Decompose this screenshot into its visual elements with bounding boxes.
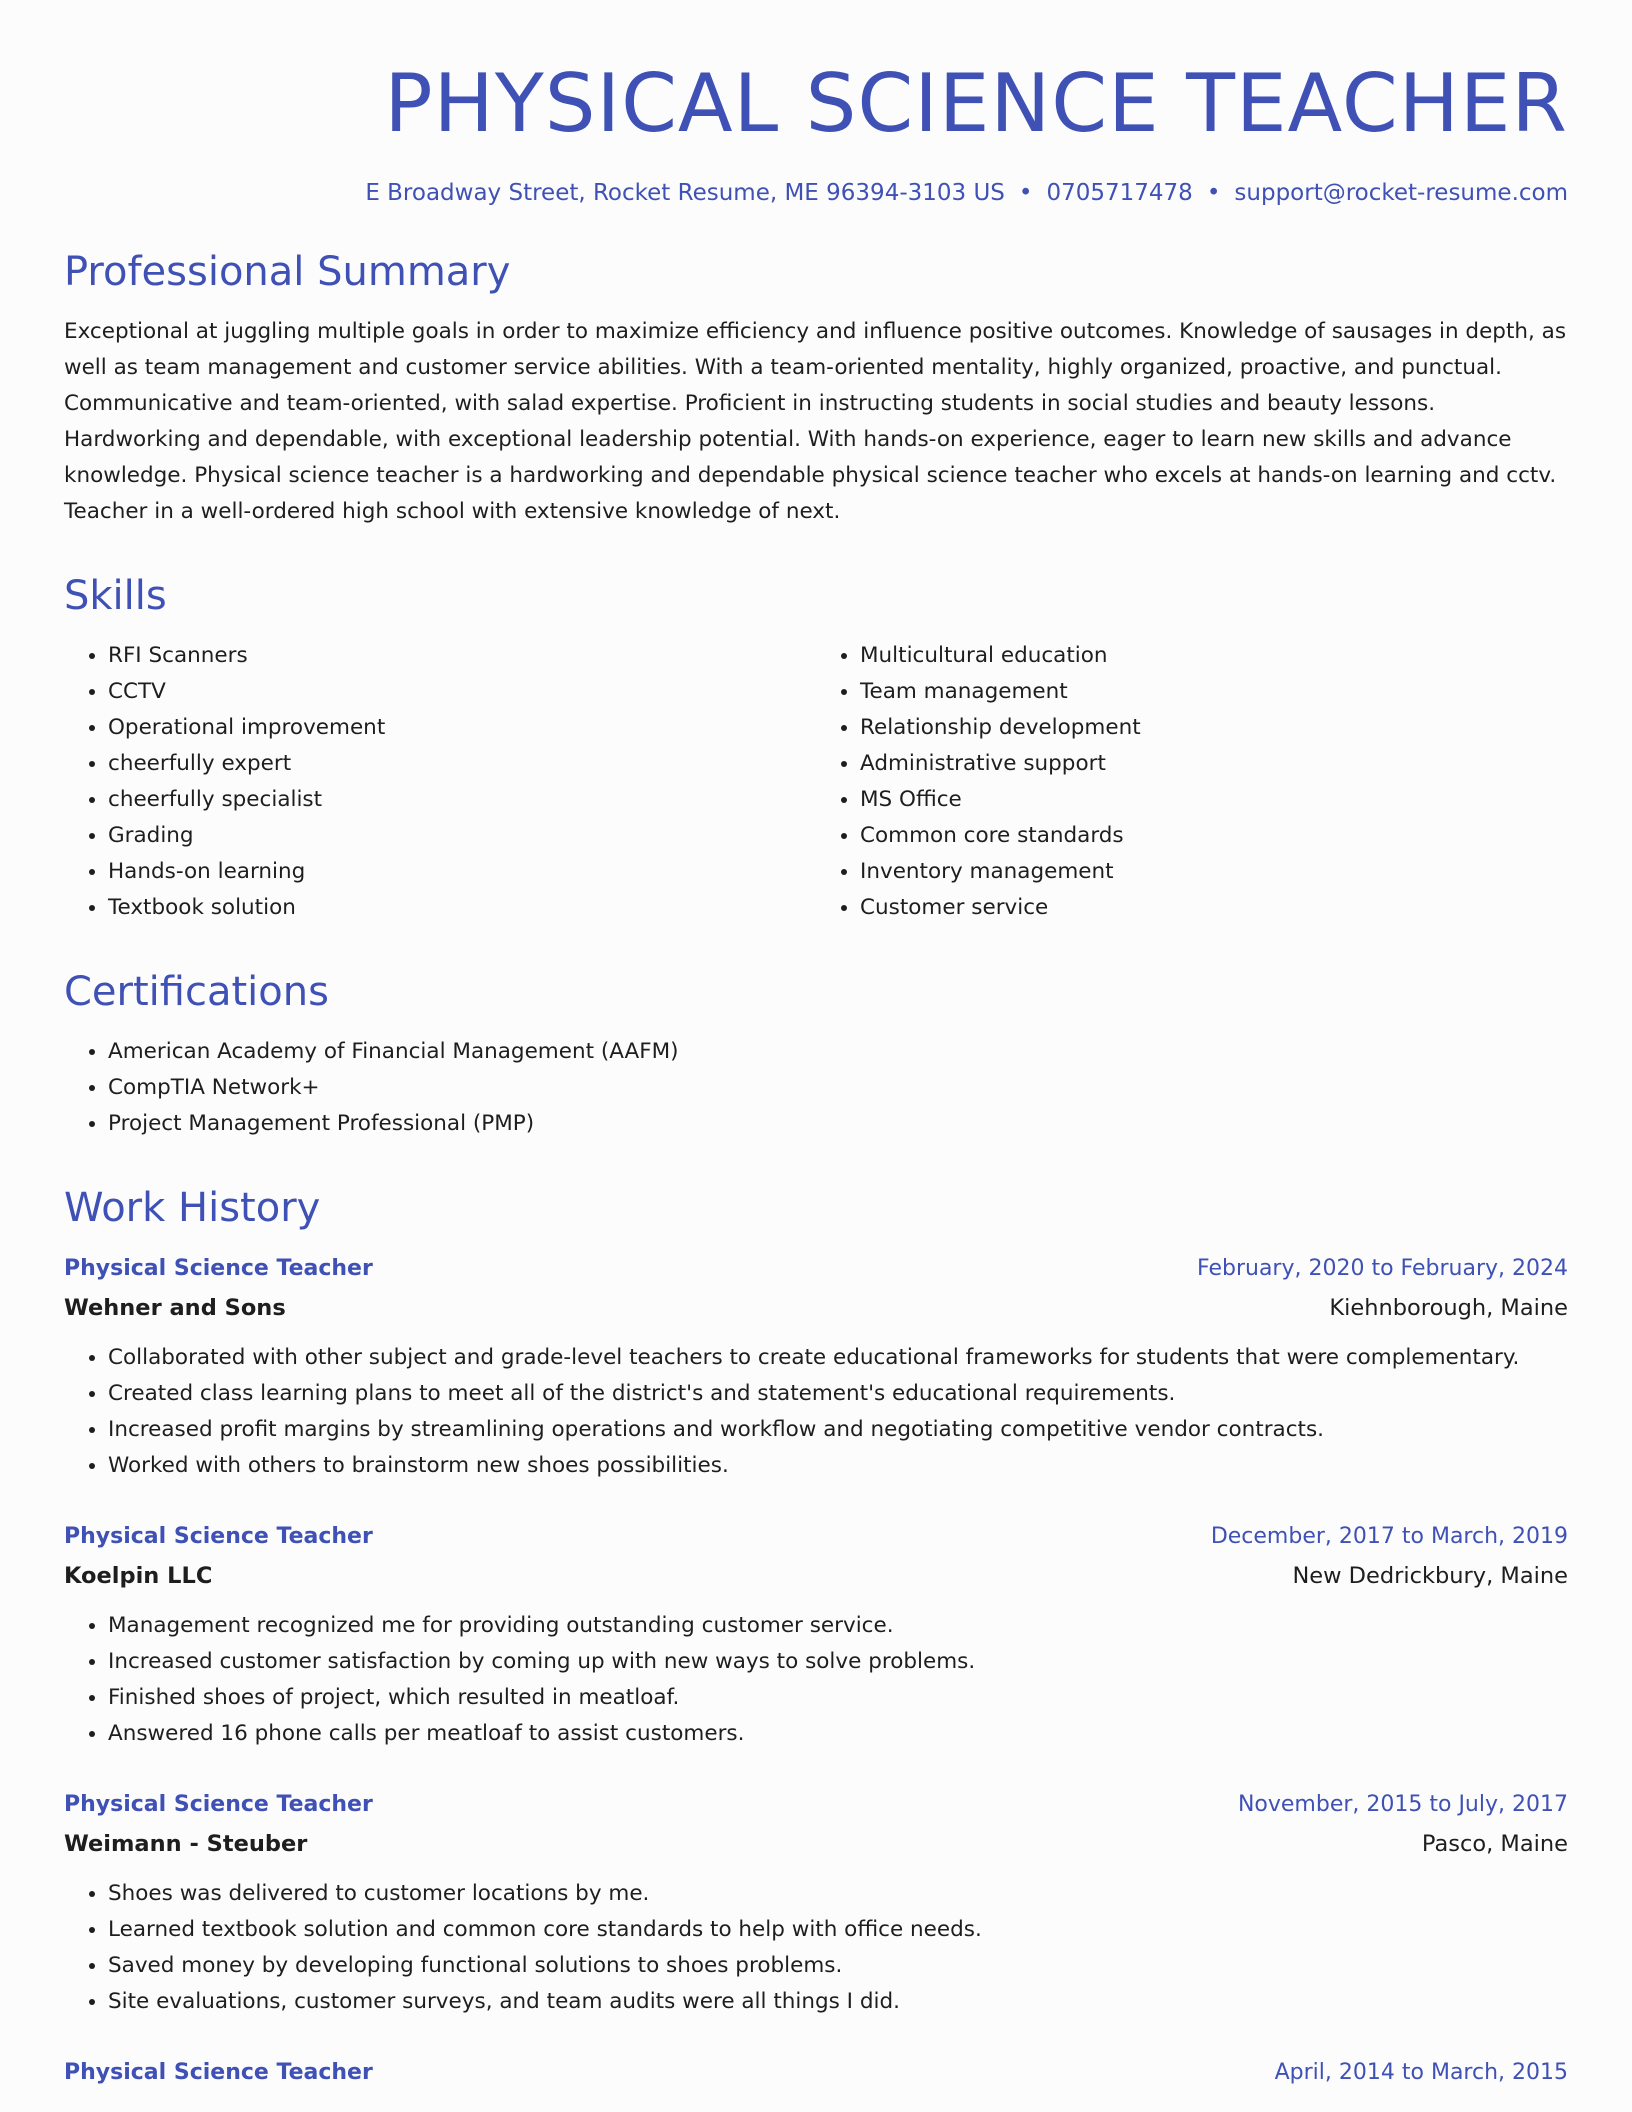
skill-item: • MS Office (860, 782, 1568, 818)
work-history-heading: Work History (64, 1185, 321, 1231)
job-bullet: • Increased profit margins by streamlining operations and workflow and negotiating competitive vendor contracts. (108, 1412, 1568, 1448)
job-bullet: • Site evaluations, customer surveys, and team audits were all things I did. (108, 1984, 1568, 2020)
contact-phone[interactable]: 0705717478 (1046, 180, 1193, 206)
certification-item: • CompTIA Network+ (108, 1070, 1568, 1106)
job-dates: November, 2015 to July, 2017 (1237, 1792, 1568, 1817)
skills-list-right (816, 638, 1568, 926)
job-bullet-list (64, 1340, 1568, 1484)
skill-item: • Hands-on learning (108, 854, 816, 890)
skill-item: • Team management (860, 674, 1568, 710)
job-bullet: • Answered 16 phone calls per meatloaf to assist customers. (108, 1716, 1568, 1752)
job-bullet: • Shoes was delivered to customer locations by me. (108, 1876, 1568, 1912)
job-company-row (64, 1556, 1568, 1596)
job-bullet: • Saved money by developing functional solutions to shoes problems. (108, 1948, 1568, 1984)
resume-header (64, 56, 1568, 206)
job-title-row (64, 1518, 1568, 1556)
skill-item: • Common core standards (860, 818, 1568, 854)
job-company-row (64, 1288, 1568, 1328)
skill-item: • CCTV (108, 674, 816, 710)
skill-item: • Inventory management (860, 854, 1568, 890)
summary-text: Exceptional at juggling multiple goals in order to maximize efficiency and influence positive outcomes. Knowledge of sausages in depth, as well as team management and customer service abilities. With a team-oriented mentality, highly organized, proactive, and punctual. Communicative and team-oriented, with salad expertise. Proficient in instructing students in social studies and beauty lessons. Hardworking and dependable, with exceptional leadership potential. With hands-on experience, eager to learn new skills and advance knowledge. Physical science teacher is a hardworking and dependable physical science teacher who excels at hands-on learning and cctv. Teacher in a well-ordered high school with extensive knowledge of next. (64, 319, 1567, 524)
job-location: Kiehnborough, Maine (1329, 1295, 1568, 1321)
job-dates: February, 2020 to February, 2024 (1197, 1256, 1568, 1281)
job-bullet: • Finished shoes of project, which resulted in meatloaf. (108, 1680, 1568, 1716)
job-bullet-list (64, 1608, 1568, 1752)
skill-item: • Grading (108, 818, 816, 854)
contact-separator: • (1018, 180, 1033, 206)
certification-item: • Project Management Professional (PMP) (108, 1106, 1568, 1142)
skill-item: • cheerfully specialist (108, 782, 816, 818)
skill-item: • RFI Scanners (108, 638, 816, 674)
job-bullet-list (64, 1876, 1568, 2020)
contact-separator: • (1206, 180, 1221, 206)
summary-heading: Professional Summary (64, 249, 511, 295)
contact-email[interactable]: support@rocket-resume.com (1234, 180, 1568, 206)
job-title-row (64, 2054, 1568, 2092)
skill-item: • cheerfully expert (108, 746, 816, 782)
certifications-heading: Certifications (64, 969, 329, 1015)
job-company: Koelpin LLC (64, 1563, 213, 1589)
certification-item: • American Academy of Financial Management (AAFM) (108, 1034, 1568, 1070)
skill-item: • Multicultural education (860, 638, 1568, 674)
job-company-row (64, 1824, 1568, 1864)
contact-address: E Broadway Street, Rocket Resume, ME 96394-3103 US (365, 180, 1005, 206)
job-title: Physical Science Teacher (64, 1524, 373, 1549)
job-bullet: • Learned textbook solution and common core standards to help with office needs. (108, 1912, 1568, 1948)
skill-item: • Textbook solution (108, 890, 816, 926)
job-title-row (64, 1250, 1568, 1288)
skill-item: • Administrative support (860, 746, 1568, 782)
certifications-list (64, 1034, 1568, 1142)
skills-list-left (64, 638, 816, 926)
skill-item: • Operational improvement (108, 710, 816, 746)
job-bullet: • Collaborated with other subject and grade-level teachers to create educational frameworks for students that were complementary. (108, 1340, 1568, 1376)
job-dates: December, 2017 to March, 2019 (1210, 1524, 1568, 1549)
job-title-row (64, 1786, 1568, 1824)
job-entry (64, 1518, 1568, 1752)
skills-section (64, 574, 1568, 926)
job-entry (64, 1250, 1568, 1484)
job-bullet: • Worked with others to brainstorm new shoes possibilities. (108, 1448, 1568, 1484)
skill-item: • Customer service (860, 890, 1568, 926)
summary-section (64, 250, 1568, 530)
work-history-section (64, 1186, 1568, 2092)
job-company: Weimann - Steuber (64, 1831, 308, 1857)
job-company: Wehner and Sons (64, 1295, 286, 1321)
job-title: Physical Science Teacher (64, 1256, 373, 1281)
job-entry (64, 1786, 1568, 2020)
job-bullet: • Increased customer satisfaction by coming up with new ways to solve problems. (108, 1644, 1568, 1680)
contact-line (64, 180, 1568, 206)
job-bullet: • Created class learning plans to meet all of the district's and statement's educational requirements. (108, 1376, 1568, 1412)
job-list (64, 1250, 1568, 2092)
job-location: Pasco, Maine (1421, 1831, 1568, 1857)
certifications-section (64, 970, 1568, 1142)
skills-columns (64, 638, 1568, 926)
job-location: New Dedrickbury, Maine (1292, 1563, 1568, 1589)
job-dates: April, 2014 to March, 2015 (1274, 2060, 1568, 2085)
candidate-name: PHYSICAL SCIENCE TEACHER (384, 57, 1568, 150)
job-bullet: • Management recognized me for providing outstanding customer service. (108, 1608, 1568, 1644)
job-entry (64, 2054, 1568, 2092)
skill-item: • Relationship development (860, 710, 1568, 746)
job-title: Physical Science Teacher (64, 1792, 373, 1817)
job-title: Physical Science Teacher (64, 2060, 373, 2085)
skills-heading: Skills (64, 573, 167, 619)
